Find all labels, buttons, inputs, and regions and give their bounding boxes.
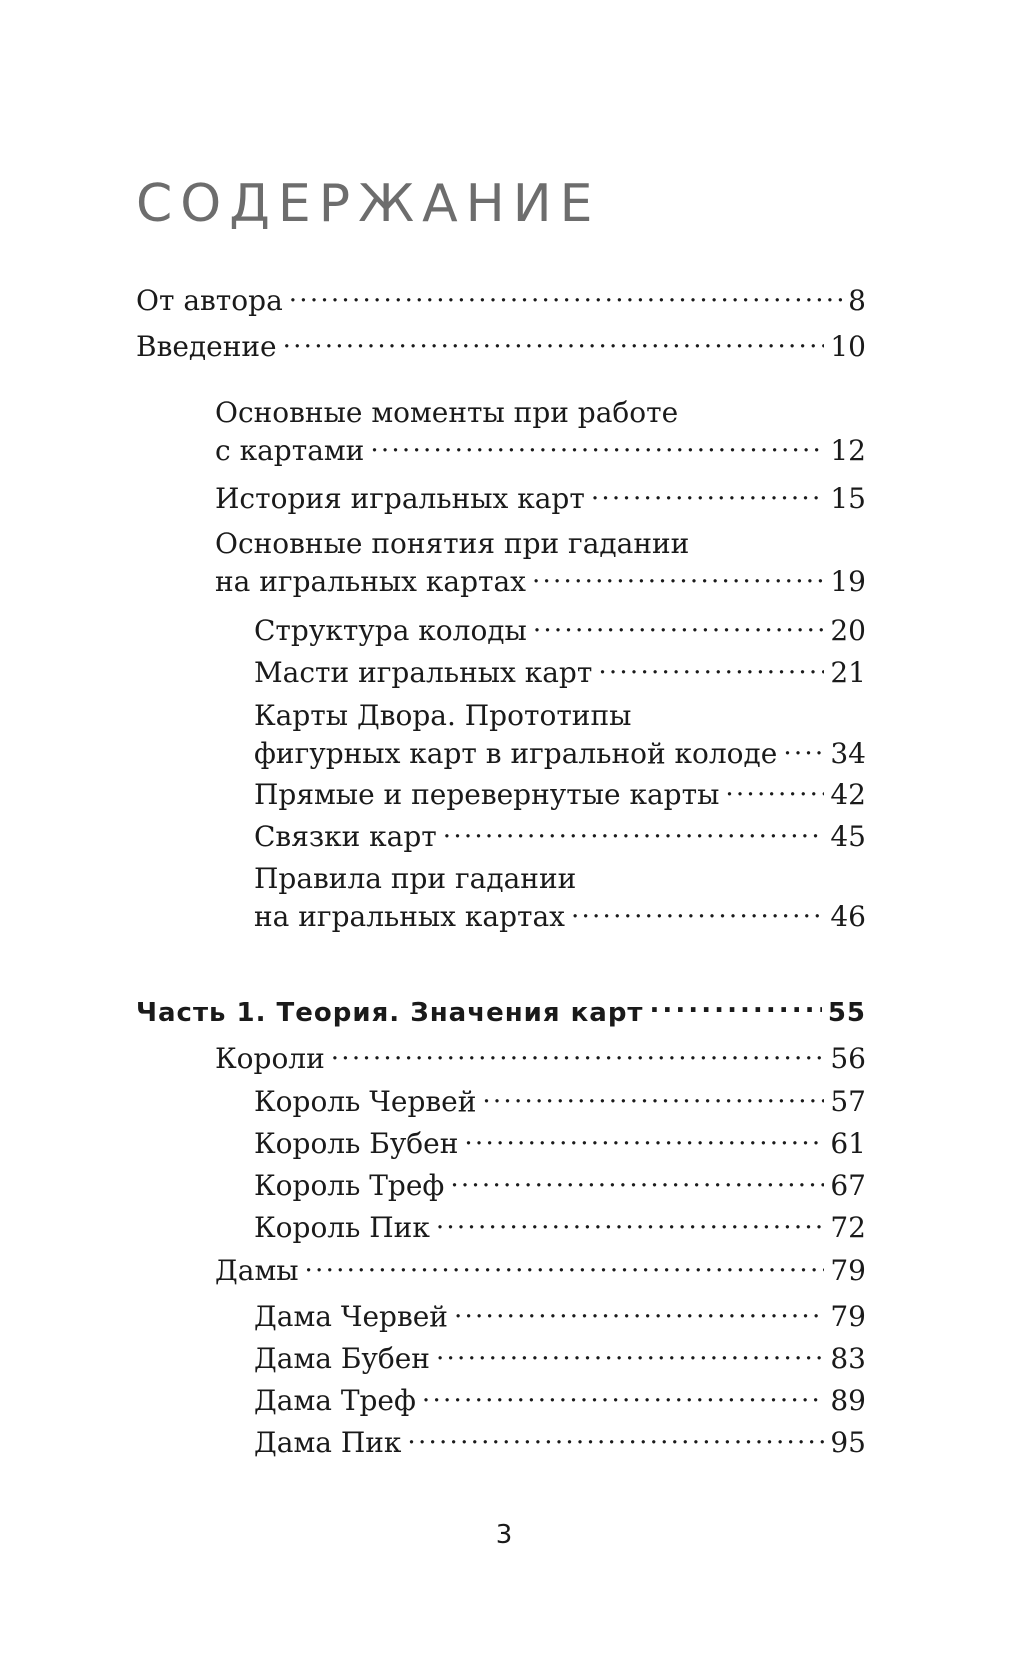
toc-entry-label: Часть 1. Теория. Значения карт: [136, 998, 644, 1028]
toc-entry-page: 46: [830, 900, 866, 933]
toc-entry-page: 10: [830, 330, 866, 363]
toc-entry: [215, 525, 866, 601]
toc-entry-label: Короли: [215, 1042, 325, 1075]
toc-leader-dots: [370, 432, 824, 460]
toc-entry: [254, 1340, 866, 1378]
toc-part-heading: [136, 994, 866, 1032]
toc-entry-page: 61: [830, 1127, 866, 1160]
toc-entry-page: 42: [830, 778, 866, 811]
toc-entry: [254, 1125, 866, 1163]
toc-entry-label: Король Червей: [254, 1085, 477, 1118]
toc-entry: [254, 1209, 866, 1247]
toc-entry-page: 45: [830, 820, 866, 853]
toc-entry-page: 34: [830, 737, 866, 770]
toc-leader-dots: [533, 612, 825, 640]
toc-entry: [254, 1083, 866, 1121]
toc-entry-label: Дама Бубен: [254, 1342, 430, 1375]
toc-entry-label: на игральных картах: [254, 900, 565, 933]
toc-entry-label: Дама Треф: [254, 1384, 416, 1417]
toc-leader-dots: [289, 282, 842, 310]
toc-leader-dots: [571, 898, 824, 926]
toc-leader-dots: [407, 1424, 824, 1452]
toc-leader-dots: [454, 1298, 824, 1326]
toc-entry-label: Структура колоды: [254, 614, 527, 647]
toc-leader-dots: [331, 1040, 825, 1068]
toc-leader-dots: [650, 995, 822, 1021]
toc-entry-label: Дамы: [215, 1254, 299, 1287]
toc-entry: [254, 860, 866, 936]
toc-entry: [254, 1424, 866, 1462]
toc-entry: [136, 282, 866, 320]
toc-entry: [254, 697, 866, 773]
toc-entry: [215, 1040, 866, 1078]
toc-entry-label-first-line: Основные моменты при работе: [215, 396, 679, 429]
toc-entry-page: 56: [830, 1042, 866, 1075]
toc-leader-dots: [422, 1382, 824, 1410]
toc-entry-label: Введение: [136, 330, 277, 363]
toc-leader-dots: [305, 1252, 825, 1280]
toc-leader-dots: [725, 776, 824, 804]
toc-entry-label-first-line: Карты Двора. Прототипы: [254, 699, 632, 732]
toc-entry-page: 8: [848, 284, 866, 317]
toc-leader-dots: [783, 735, 824, 763]
toc-entry: [254, 1167, 866, 1205]
toc-entry: [215, 1252, 866, 1290]
toc-leader-dots: [436, 1209, 825, 1237]
toc-entry-page: 95: [830, 1426, 866, 1459]
toc-entry-label: Масти игральных карт: [254, 656, 593, 689]
toc-entry-page: 89: [830, 1384, 866, 1417]
toc-entry: [215, 394, 866, 470]
toc-leader-dots: [591, 480, 825, 508]
toc-leader-dots: [464, 1125, 824, 1153]
toc-entry-label: фигурных карт в игральной колоде: [254, 737, 778, 770]
toc-entry: [254, 654, 866, 692]
toc-entry-page: 19: [830, 565, 866, 598]
toc-leader-dots: [482, 1083, 824, 1111]
toc-entry-page: 55: [827, 998, 866, 1028]
page-number: 3: [495, 1520, 513, 1550]
toc-entry-page: 15: [830, 482, 866, 515]
toc-entry-page: 83: [830, 1342, 866, 1375]
toc-entry: [215, 480, 866, 518]
toc-leader-dots: [450, 1167, 824, 1195]
toc-entry-label: Дама Червей: [254, 1300, 448, 1333]
toc-entry-label: История игральных карт: [215, 482, 585, 515]
toc-entry-label: Связки карт: [254, 820, 437, 853]
toc-entry-page: 57: [830, 1085, 866, 1118]
toc-leader-dots: [436, 1340, 824, 1368]
toc-leader-dots: [283, 328, 825, 356]
toc-entry-page: 67: [830, 1169, 866, 1202]
toc-entry-label: Король Бубен: [254, 1127, 459, 1160]
toc-entry: [254, 1382, 866, 1420]
toc-entry-label-first-line: Правила при гадании: [254, 862, 577, 895]
toc-entry-label: с картами: [215, 434, 365, 467]
toc-entry-page: 21: [830, 656, 866, 689]
page-title: СОДЕРЖАНИЕ: [136, 174, 601, 234]
toc-entry-label-first-line: Основные понятия при гадании: [215, 527, 690, 560]
toc-entry-page: 12: [830, 434, 866, 467]
toc-entry-label: От автора: [136, 284, 283, 317]
toc-entry-label: Дама Пик: [254, 1426, 402, 1459]
toc-entry-label: на игральных картах: [215, 565, 526, 598]
toc-entry: [254, 818, 866, 856]
toc-entry-page: 79: [830, 1300, 866, 1333]
toc-entry-label: Прямые и перевернутые карты: [254, 778, 720, 811]
toc-entry: [254, 612, 866, 650]
toc-entry-page: 20: [830, 614, 866, 647]
toc-entry-page: 72: [830, 1211, 866, 1244]
toc-entry: [254, 1298, 866, 1336]
toc-leader-dots: [443, 818, 825, 846]
toc-entry-label: Король Пик: [254, 1211, 430, 1244]
toc-entry-label: Король Треф: [254, 1169, 445, 1202]
toc-entry-page: 79: [830, 1254, 866, 1287]
toc-leader-dots: [532, 563, 824, 591]
toc-entry: [136, 328, 866, 366]
toc-entry: [254, 776, 866, 814]
toc-leader-dots: [598, 654, 824, 682]
